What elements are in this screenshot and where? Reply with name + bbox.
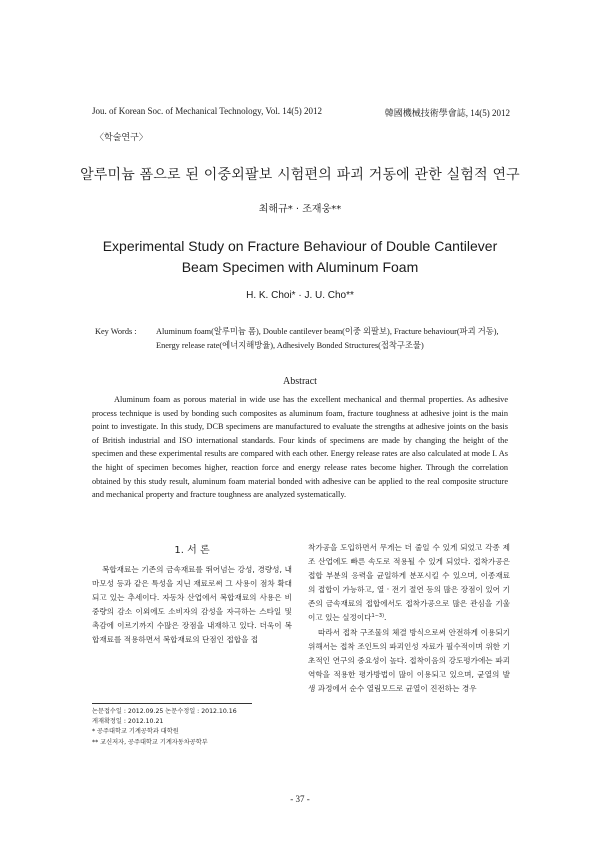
section-heading-introduction: 1. 서 론 — [174, 545, 210, 556]
journal-header-korean: 韓國機械技術學會誌, 14(5) 2012 — [384, 108, 510, 118]
footnotes — [92, 707, 302, 748]
authors-english: H. K. Choi* · J. U. Cho** — [246, 290, 354, 301]
article-category: 〈학술연구〉 — [95, 133, 148, 143]
keywords-text: Aluminum foam(알루미늄 폼), Double cantilever beam(이중 외팔보), Fracture behaviour(파괴 거동), Energy release rate(에너지해방율), Adhesively Bonded Structures(접착구조물) — [156, 327, 499, 350]
abstract-body: Aluminum foam as porous material in wide use has the excellent mechanical and thermal properties. As adhesive process technique is used by bonding such composites as aluminum foam, fracture toughness at adhesive joint is the main point to investigate. In this study, DCB specimens are manufactured to evaluate the strengths at adhesive joints on the basis of British industrial and ISO international standards. Four kinds of specimens are made by changing the height of the specimen and these experimental results are compared with each other. Energy release rates are also calculated at mode I. As the hight of specimen becomes higher, reaction force and energy release rates become higher. Through the correlation obtained by this study result, aluminum foam material bonded with adhesive can be applied to the real composite structure and mechanical property and fracture toughness are analyzed systematically. — [92, 395, 508, 500]
title-english: Experimental Study on Fracture Behaviour of Double Cantilever Beam Specimen with Aluminum Foam — [102, 238, 498, 275]
footnote-accepted-date: 게재확정일 : 2012.10.21 — [92, 718, 164, 726]
intro-paragraph-2: 따라서 접착 구조물의 체결 방식으로써 안전하게 이용되기 위해서는 접착 조인트의 파괴인성 자료가 필수적이며 위한 기초적인 연구의 중요성이 높다. 접착이음의 강도평가에는 파괴역학을 적용한 평가방법이 많이 이용되고 있으며, 균열의 발생 과정에서 순수 열림모드로 균열이 진전하는 경우 — [308, 627, 510, 693]
abstract-heading: Abstract — [283, 376, 317, 387]
citation-reference: 1∼3) — [371, 613, 385, 620]
keywords — [95, 325, 515, 353]
footnote-divider — [92, 703, 252, 704]
footnote-received-date: 논문접수일 : 2012.09.25 논문수정일 : 2012.10.16 — [92, 708, 237, 715]
intro-paragraph-1-continued-text: 착가공을 도입하면서 무게는 더 줄일 수 있게 되었고 각종 제조 산업에도 빠른 속도로 적용될 수 있게 되었다. 접착가공은 접합 부분의 응력을 균일하게 분포시킬 수 있으며, 이종재료의 접합이 가능하고, 열 · 전기 절연 등의 많은 장점이 있어 기존의 금속재료의 접합에서도 접착가공으로 많은 관심을 기울이고 있는 실정이다 — [308, 543, 510, 623]
body-column-right — [308, 541, 510, 696]
authors-korean: 최해규* · 조재웅** — [258, 204, 342, 215]
body-column-left — [92, 563, 292, 648]
keywords-label: Key Words : — [95, 327, 137, 336]
intro-paragraph-1: 복합재료는 기존의 금속재료를 뛰어넘는 강성, 경량성, 내마모성 등과 같은 특성을 지닌 재료로써 그 사용이 점차 확대되고 있는 추세이다. 자동차 산업에서 복합재료의 사용은 비중량의 감소 이외에도 소비자의 감성을 자극하는 스타일 및 촉감에 이르기까지 수많은 장점을 내재하고 있다. 더욱이 복합재료를 적용하면서 복합재료의 단점인 접합을 접 — [92, 565, 292, 645]
sentence-end: . — [384, 613, 387, 623]
page-number: - 37 - — [290, 794, 310, 804]
footnote-author-affiliation-2: ** 교신저자, 공주대학교 기계자동차공학부 — [92, 738, 208, 746]
intro-paragraph-1-continued — [308, 541, 510, 626]
title-korean: 알루미늄 폼으로 된 이중외팔보 시험편의 파괴 거동에 관한 실험적 연구 — [80, 167, 520, 183]
footnote-author-affiliation-1: * 공주대학교 기계공학과 대학원 — [92, 728, 179, 736]
journal-header-english: Jou. of Korean Soc. of Mechanical Technology, Vol. 14(5) 2012 — [92, 106, 322, 116]
